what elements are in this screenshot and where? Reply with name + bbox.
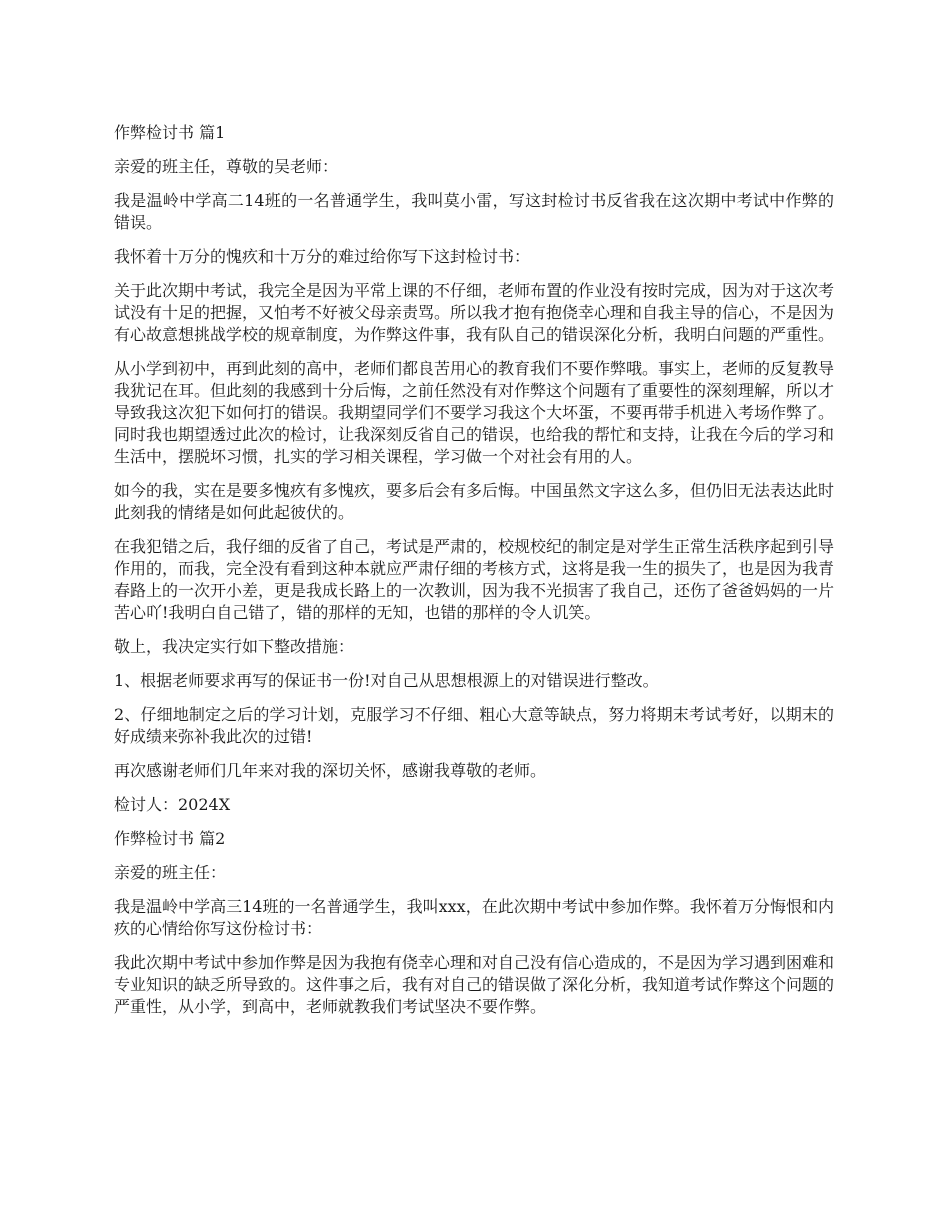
paragraph-reason-1: 关于此次期中考试，我完全是因为平常上课的不仔细，老师布置的作业没有按时完成，因为对于这次考试没有十足的把握，又怕考不好被父母亲责骂。所以我才抱有抱侥幸心理和自我主导的信心，不是因为有心故意想挑战学校的规章制度，为作弊这件事，我有队自己的错误深化分析，我明白问题的严重性。: [114, 281, 835, 344]
signature-1: 检讨人：2024X: [114, 795, 231, 814]
salutation-2: 亲爱的班主任：: [114, 863, 227, 882]
measure-item-2: 2、仔细地制定之后的学习计划，克服学习不仔细、粗心大意等缺点，努力将期末考试考好，以期末的好成绩来弥补我此次的过错!: [114, 705, 834, 746]
paragraph-intro-2: 我是温岭中学高三14班的一名普通学生，我叫xxx，在此次期中考试中参加作弊。我怀着万分悔恨和内疚的心情给你写这份检讨书：: [114, 897, 834, 938]
title-1: 作弊检讨书 篇1: [114, 123, 226, 142]
document-body: [114, 122, 834, 1030]
paragraph-reason-2: 我此次期中考试中参加作弊是因为我抱有侥幸心理和对自己没有信心造成的，不是因为学习遇到困难和专业知识的缺乏所导致的。这件事之后，我有对自己的错误做了深化分析，我知道考试作弊这个问题的严重性，从小学，到高中，老师就教我们考试坚决不要作弊。: [114, 953, 835, 1016]
paragraph-feeling-1: 我怀着十万分的愧疚和十万分的难过给你写下这封检讨书：: [114, 247, 531, 266]
salutation-1: 亲爱的班主任，尊敬的吴老师：: [114, 157, 339, 176]
paragraph-reflection-1: 从小学到初中，再到此刻的高中，老师们都良苦用心的教育我们不要作弊哦。事实上，老师的反复教导我犹记在耳。但此刻的我感到十分后悔，之前任然没有对作弊这个问题有了重要性的深刻理解，所以才导致我这次犯下如何打的错误。我期望同学们不要学习我这个大坏蛋，不要再带手机进入考场作弊了。同时我也期望透过此次的检讨，让我深刻反省自己的错误，也给我的帮忙和支持，让我在今后的学习和生活中，摆脱坏习惯，扎实的学习相关课程，学习做一个对社会有用的人。: [114, 359, 835, 466]
title-2: 作弊检讨书 篇2: [114, 829, 226, 848]
paragraph-regret-1: 如今的我，实在是要多愧疚有多愧疚，要多后会有多后悔。中国虽然文字这么多，但仍旧无法表达此时此刻我的情绪是如何此起彼伏的。: [114, 481, 835, 522]
paragraph-intro-1: 我是温岭中学高二14班的一名普通学生，我叫莫小雷，写这封检讨书反省我在这次期中考试中作弊的错误。: [114, 191, 834, 232]
measure-item-1: 1、根据老师要求再写的保证书一份!对自己从思想根源上的对错误进行整改。: [114, 671, 659, 690]
paragraph-self-review-1: 在我犯错之后，我仔细的反省了自己，考试是严肃的，校规校纪的制定是对学生正常生活秩序起到引导作用的，而我，完全没有看到这种本就应严肃仔细的考核方式，这将是我一生的损失了，也是因为我青春路上的一次开小差，更是我成长路上的一次教训，因为我不光损害了我自己，还伤了爸爸妈妈的一片苦心吖!我明白自己错了，错的那样的无知，也错的那样的令人讥笑。: [114, 537, 835, 622]
paragraph-thanks-1: 再次感谢老师们几年来对我的深切关怀，感谢我尊敬的老师。: [114, 761, 547, 780]
paragraph-measures-intro: 敬上，我决定实行如下整改措施：: [114, 637, 355, 656]
